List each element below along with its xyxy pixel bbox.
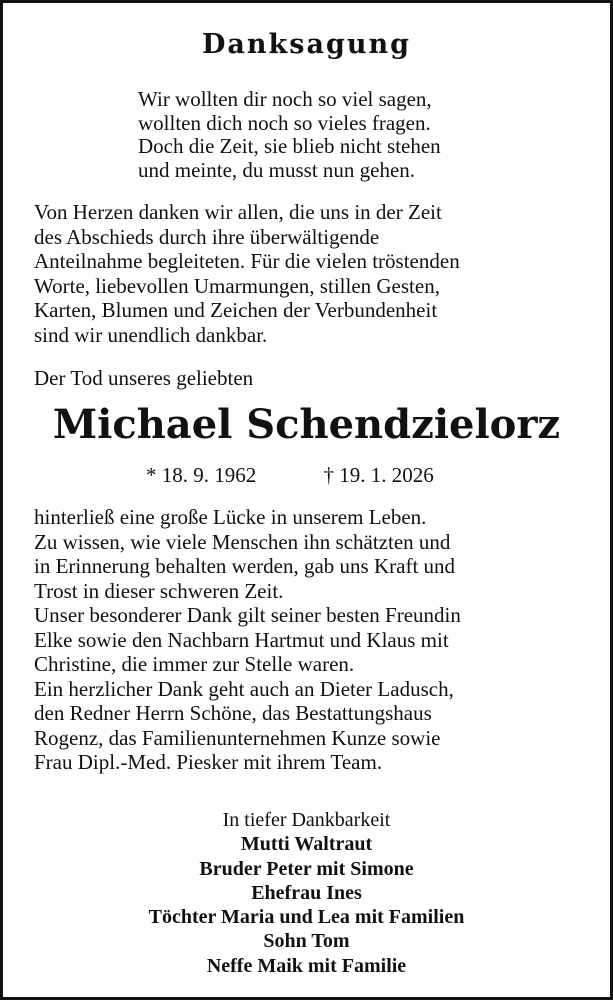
paragraph-line: hinterließ eine große Lücke in unserem Leben.: [34, 505, 427, 529]
closing-block: [0, 808, 613, 978]
paragraph-line: Elke sowie den Nachbarn Hartmut und Klaus mit: [34, 627, 449, 652]
notice-title: Danksagung: [202, 29, 411, 60]
poem-line: und meinte, du musst nun gehen.: [138, 157, 416, 182]
death-date: † 19. 1. 2026: [323, 463, 434, 487]
birth-date: * 18. 9. 1962: [146, 463, 257, 487]
paragraph-line: Unser besonderer Dank gilt seiner besten Freundin: [34, 603, 461, 627]
paragraph-line: Worte, liebevollen Umarmungen, stillen Gesten,: [34, 273, 440, 298]
memorial-paragraph: [34, 505, 594, 775]
paragraph-line: Karten, Blumen und Zeichen der Verbundenheit: [34, 298, 438, 322]
closing-line: In tiefer Dankbarkeit: [222, 809, 391, 831]
signer: Mutti Waltraut: [240, 833, 373, 856]
thanks-paragraph: [34, 200, 594, 347]
paragraph-line: Rogenz, das Familienunternehmen Kunze sowie: [34, 725, 441, 750]
paragraph-line: Ein herzlicher Dank geht auch an Dieter Ladusch,: [34, 676, 454, 701]
intro-line: Der Tod unseres geliebten: [34, 366, 254, 390]
paragraph-line: sind wir unendlich dankbar.: [34, 322, 268, 347]
paragraph-line: den Redner Herrn Schöne, das Bestattungshaus: [34, 701, 432, 725]
paragraph-line: Von Herzen danken wir allen, die uns in der Zeit: [34, 200, 442, 224]
signer: Sohn Tom: [263, 930, 350, 953]
paragraph-line: in Erinnerung behalten werden, gab uns Kraft und: [34, 554, 456, 578]
paragraph-line: des Abschieds durch ihre überwältigende: [34, 224, 380, 249]
paragraph-line: Zu wissen, wie viele Menschen ihn schätzten und: [34, 529, 451, 554]
signer: Ehefrau Ines: [251, 881, 362, 904]
signers-list: [0, 832, 613, 978]
poem-line: Doch die Zeit, sie blieb nicht stehen: [138, 134, 441, 158]
paragraph-line: Frau Dipl.-Med. Piesker mit ihrem Team.: [34, 750, 383, 774]
life-dates: [146, 462, 434, 488]
paragraph-line: Anteilnahme begleiteten. Für die vielen tröstenden: [34, 249, 460, 273]
deceased-name: Michael Schendzielorz: [52, 401, 561, 448]
signer: Bruder Peter mit Simone: [199, 857, 414, 880]
paragraph-line: Christine, die immer zur Stelle waren.: [34, 652, 355, 676]
signer: Töchter Maria und Lea mit Familien: [148, 906, 465, 929]
poem-line: wollten dich noch so vieles fragen.: [138, 110, 431, 135]
poem-line: Wir wollten dir noch so viel sagen,: [138, 87, 432, 111]
paragraph-line: Trost in dieser schweren Zeit.: [34, 578, 284, 603]
signer: Neffe Maik mit Familie: [206, 954, 407, 977]
poem: [138, 88, 558, 182]
